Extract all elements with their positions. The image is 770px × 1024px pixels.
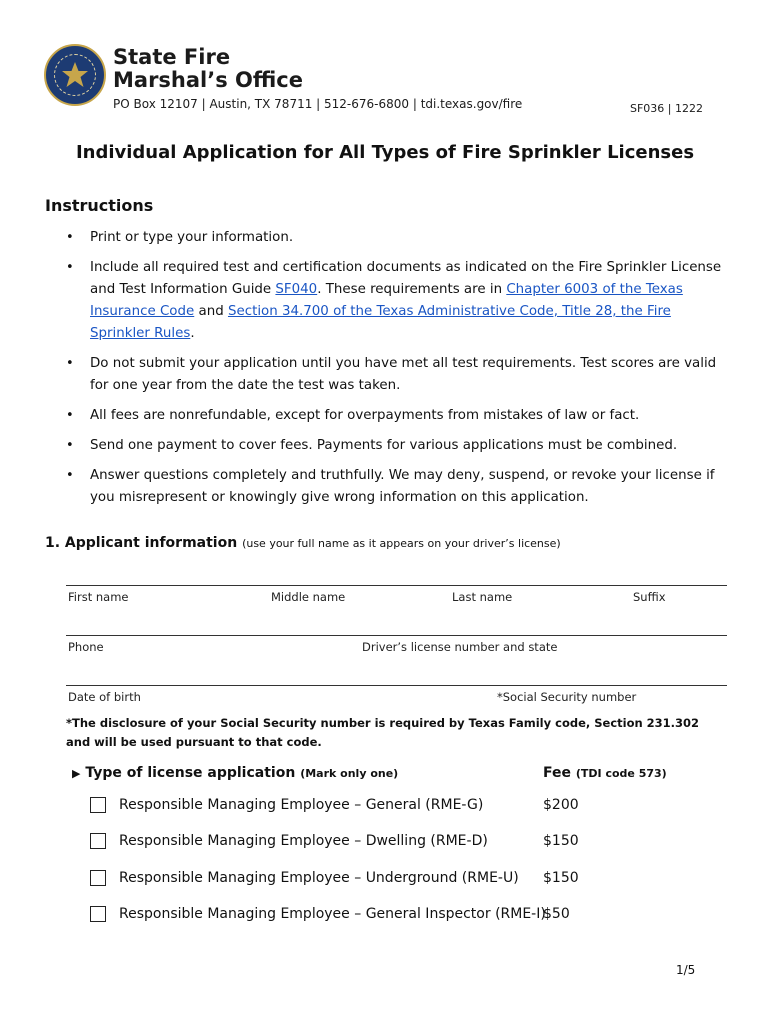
bullet-icon: • [66,356,74,371]
org-name: State Fire Marshal’s Office [113,45,303,92]
star-icon [60,60,90,90]
instructions-list [66,227,728,517]
fee-value: $150 [543,833,579,849]
insurance-code-link[interactable]: Chapter 6003 of the Texas Insurance Code [90,282,683,319]
field-rule [66,635,727,636]
instructions-heading: Instructions [45,196,154,215]
bullet-icon: • [66,468,74,483]
page-title: Individual Application for All Types of Fire Sprinkler Licenses [75,142,695,163]
license-type-heading: ▶ Type of license application (Mark only one) [72,765,399,781]
first-name-field[interactable]: First name [68,590,129,604]
bullet-icon: • [66,260,74,275]
ssn-field[interactable]: *Social Security number [497,690,637,704]
list-item: • Print or type your information. [66,227,728,249]
list-item: • All fees are nonrefundable, except for overpayments from mistakes of law or fact. [66,405,728,427]
triangle-right-icon: ▶ [72,767,81,780]
page-number: 1/5 [676,963,696,977]
form-code: SF036 | 1222 [630,102,703,115]
fee-value: $50 [543,906,570,922]
ssn-disclosure: *The disclosure of your Social Security number is required by Texas Family code, Section 231.302 and will be used pursuant to that code. [66,716,700,749]
bullet-icon: • [66,438,74,453]
last-name-field[interactable]: Last name [452,590,513,604]
rme-g-checkbox[interactable] [90,797,106,813]
state-fire-marshal-seal [44,44,106,106]
bullet-icon: • [66,408,74,423]
admin-code-link[interactable]: Section 34.700 of the Texas Administrative Code, Title 28, the Fire Sprinkler Rules [90,304,671,341]
fee-value: $150 [543,870,579,886]
drivers-license-field[interactable]: Driver’s license number and state [362,640,558,654]
bullet-icon: • [66,230,74,245]
applicant-info-heading: 1. Applicant information (use your full name as it appears on your driver’s license) [45,535,561,551]
org-contact: PO Box 12107 | Austin, TX 78711 | 512-676-6800 | tdi.texas.gov/fire [113,97,523,111]
fee-value: $200 [543,797,579,813]
license-option-rme-d[interactable]: Responsible Managing Employee – Dwelling (RME-D) $150 [90,833,690,855]
field-rule [66,685,727,686]
license-option-rme-i[interactable]: Responsible Managing Employee – General Inspector (RME-I) $50 [90,906,690,928]
list-item: • Include all required test and certification documents as indicated on the Fire Sprinkler License and Test Information Guide SF040. These requirements are in Chapter 6003 of the Texas Insurance Code and Section 34.700 of the Texas Administrative Code, Title 28, the Fire Sprinkler Rules. [66,257,728,345]
applicant-info-note: (use your full name as it appears on your driver’s license) [242,537,561,550]
list-item: • Do not submit your application until you have met all test requirements. Test scores are valid for one year from the date the test was taken. [66,353,728,397]
suffix-field[interactable]: Suffix [633,590,666,604]
license-option-rme-g[interactable]: Responsible Managing Employee – General (RME-G) $200 [90,797,690,819]
middle-name-field[interactable]: Middle name [271,590,346,604]
date-of-birth-field[interactable]: Date of birth [68,690,141,704]
sf040-link[interactable]: SF040 [275,282,318,297]
fee-heading: Fee (TDI code 573) [543,765,667,781]
list-item: • Answer questions completely and truthfully. We may deny, suspend, or revoke your license if you misrepresent or knowingly give wrong information on this application. [66,465,728,509]
list-item: • Send one payment to cover fees. Payments for various applications must be combined. [66,435,728,457]
field-rule [66,585,727,586]
rme-d-checkbox[interactable] [90,833,106,849]
phone-field[interactable]: Phone [68,640,104,654]
license-option-rme-u[interactable]: Responsible Managing Employee – Underground (RME-U) $150 [90,870,690,892]
rme-i-checkbox[interactable] [90,906,106,922]
rme-u-checkbox[interactable] [90,870,106,886]
